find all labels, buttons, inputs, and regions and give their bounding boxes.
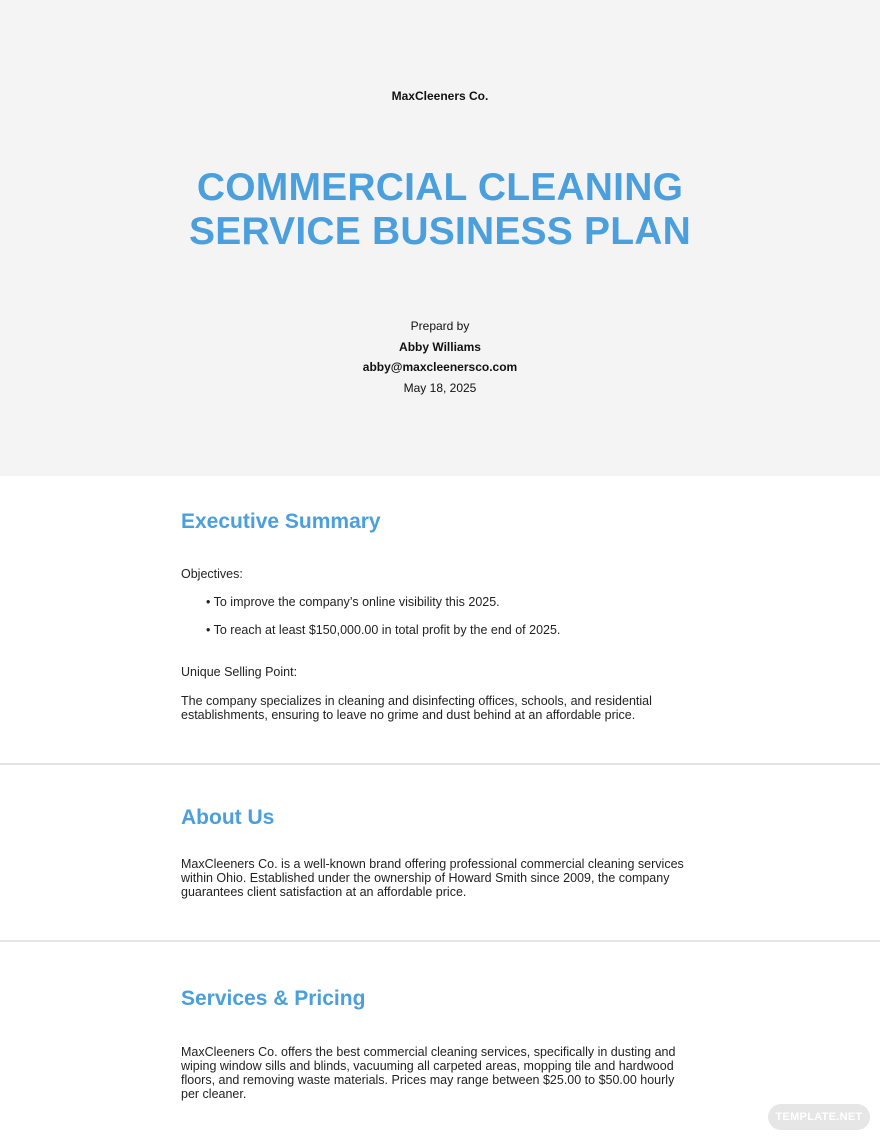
title-line-1: COMMERCIAL CLEANING xyxy=(196,166,684,209)
cover-section xyxy=(0,0,880,476)
objective-text-1: • To improve the company’s online visibility this 2025. xyxy=(206,595,500,609)
prepared-by-block xyxy=(0,316,880,398)
usp-label: Unique Selling Point: xyxy=(181,665,298,679)
usp-label-wrap xyxy=(181,665,691,679)
author-email: abby@maxcleenersco.com xyxy=(362,360,518,374)
usp-text: The company specializes in cleaning and disinfecting offices, schools, and residential establishments, ensuring to leave no grime and dust behind at an affordable price. xyxy=(181,694,652,722)
document-date: May 18, 2025 xyxy=(403,380,477,395)
section-divider-2 xyxy=(0,940,880,942)
services-pricing-heading: Services & Pricing xyxy=(181,987,366,1010)
usp-text-wrap xyxy=(181,694,691,722)
prepared-by-label: Prepard by xyxy=(410,319,470,333)
section-divider-1 xyxy=(0,763,880,765)
executive-summary-heading-wrap xyxy=(181,510,691,534)
objectives-label: Objectives: xyxy=(181,567,243,581)
objective-item-1 xyxy=(181,595,691,611)
services-pricing-text: MaxCleeners Co. offers the best commercial cleaning services, specifically in dusting and wiping window sills and blinds, vacuuming all carpeted areas, mopping tile and hardwood floors, and removing waste materials. Prices may range between $25.00 to $50.00 hourly per cleaner. xyxy=(181,1045,676,1101)
title-line-2: SERVICE BUSINESS PLAN xyxy=(189,210,691,253)
executive-summary-heading: Executive Summary xyxy=(181,510,381,533)
template-watermark[interactable]: TEMPLATE.NET xyxy=(768,1104,870,1130)
about-us-heading-wrap xyxy=(181,806,691,830)
about-us-text-wrap xyxy=(181,857,691,899)
objectives-label-wrap xyxy=(181,567,691,581)
document-title xyxy=(0,166,880,254)
about-us-text: MaxCleeners Co. is a well-known brand offering professional commercial cleaning services within Ohio. Established under the ownership of Howard Smith since 2009, the company guarantees client satisfaction at an affordable price. xyxy=(181,857,684,899)
about-us-heading: About Us xyxy=(181,806,275,829)
services-text-wrap xyxy=(181,1045,691,1101)
author-name: Abby Williams xyxy=(399,339,481,354)
company-name: MaxCleeners Co. xyxy=(391,89,489,103)
services-heading-wrap xyxy=(181,987,691,1011)
objective-text-2: • To reach at least $150,000.00 in total profit by the end of 2025. xyxy=(206,623,561,637)
objective-item-2 xyxy=(181,623,691,639)
